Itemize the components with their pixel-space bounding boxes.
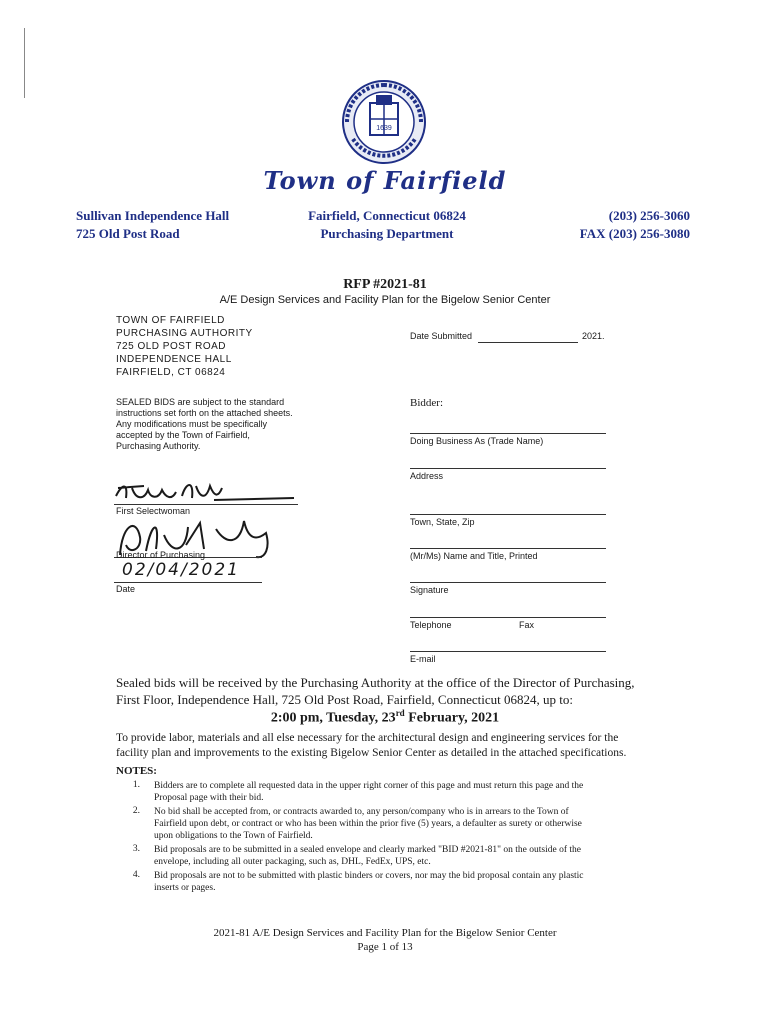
address-line: INDEPENDENCE HALL: [116, 354, 232, 365]
authority-address: [116, 314, 253, 379]
note-number: 4.: [132, 870, 140, 880]
notes-heading: NOTES:: [116, 765, 157, 777]
address-line: FAIRFIELD, CT 06824: [116, 367, 226, 378]
telephone-label: Telephone: [410, 620, 452, 630]
address-line: PURCHASING AUTHORITY: [116, 328, 253, 339]
signature-label: Signature: [410, 585, 449, 595]
header-street: 725 Old Post Road: [76, 226, 180, 241]
town-title: Town of Fairfield: [263, 166, 507, 195]
purpose-line: facility plan and improvements to the existing Bigelow Senior Center as detailed in the attached specifications.: [116, 747, 627, 759]
signature-line: [114, 504, 298, 505]
sealed-bids-note: [116, 397, 296, 452]
page-footer: [0, 926, 770, 954]
note-line: Bidders are to complete all requested data in the upper right corner of this page and must return this page and the: [154, 781, 584, 791]
svg-text:1639: 1639: [376, 125, 392, 132]
note-line: instructions set forth on the attached sheets.: [116, 408, 293, 418]
telephone-fax-field[interactable]: [410, 651, 606, 652]
date-submitted-year: 2021.: [582, 331, 605, 341]
note-text: [154, 844, 664, 868]
note-line: Purchasing Authority.: [116, 441, 201, 451]
address-line: 725 OLD POST ROAD: [116, 341, 227, 352]
note-line: SEALED BIDS are subject to the standard: [116, 397, 285, 407]
first-selectwoman-label: First Selectwoman: [116, 506, 191, 516]
note-number: 1.: [132, 780, 140, 790]
printed-name-label: (Mr/Ms) Name and Title, Printed: [410, 551, 538, 561]
note-line: Any modifications must be specifically: [116, 419, 268, 429]
rfp-number: RFP #2021-81: [343, 277, 427, 292]
note-number: 3.: [132, 844, 140, 854]
date-label: Date: [116, 584, 136, 594]
director-label: Director of Purchasing: [116, 550, 206, 560]
intro-paragraph: [116, 674, 656, 708]
page-number: Page 1 of 13: [357, 941, 413, 953]
note-text: [154, 780, 664, 804]
address-label: Address: [410, 471, 444, 481]
note-line: inserts or pages.: [154, 883, 216, 893]
town-seal-icon: [341, 79, 427, 165]
note-line: upon obligations to the Town of Fairfield.: [154, 831, 313, 841]
town-state-zip-label: Town, State, Zip: [410, 517, 475, 527]
note-line: Bid proposals are not to be submitted with plastic binders or covers, nor may the bid proposal contain any plastic: [154, 871, 584, 881]
bidder-label: Bidder:: [410, 397, 443, 409]
note-item: [126, 870, 664, 894]
note-text: [154, 870, 664, 894]
date-submitted-label: Date Submitted: [410, 331, 473, 341]
note-line: accepted by the Town of Fairfield,: [116, 430, 250, 440]
dba-field[interactable]: [410, 468, 606, 469]
header-department: Purchasing Department: [320, 226, 454, 241]
note-line: No bid shall be accepted from, or contracts awarded to, any person/company who is in arrears to the Town of: [154, 807, 569, 817]
rfp-subtitle: A/E Design Services and Facility Plan for the Bigelow Senior Center: [219, 294, 551, 306]
purpose-paragraph: [116, 731, 661, 761]
printed-name-field[interactable]: [410, 582, 606, 583]
deadline-time: 2:00 pm, Tuesday, 23: [270, 710, 396, 726]
header-address-middle: [292, 207, 482, 243]
address-field[interactable]: [410, 514, 606, 515]
header-phone: (203) 256-3060: [608, 208, 690, 223]
fax-label: Fax: [519, 620, 535, 630]
note-line: Bid proposals are to be submitted in a sealed envelope and clearly marked "BID #2021-81" on the outside of the: [154, 845, 581, 855]
header-fax: FAX (203) 256-3080: [579, 226, 690, 241]
date-line: [114, 582, 262, 583]
email-label: E-mail: [410, 654, 436, 664]
header-hall-name: Sullivan Independence Hall: [76, 208, 230, 223]
note-number: 2.: [132, 806, 140, 816]
notes-list: [126, 780, 664, 894]
note-text: [154, 806, 664, 842]
footer-title: 2021-81 A/E Design Services and Facility Plan for the Bigelow Senior Center: [213, 927, 557, 939]
note-item: [126, 844, 664, 868]
intro-line: Sealed bids will be received by the Purchasing Authority at the office of the Director of Purchasing,: [116, 675, 635, 690]
note-line: envelope, including all outer packaging, such as, DHL, FedEx, UPS, etc.: [154, 857, 431, 867]
deadline-suffix: rd: [395, 708, 405, 718]
signature-field[interactable]: [410, 617, 606, 618]
dba-label: Doing Business As (Trade Name): [410, 436, 544, 446]
note-item: [126, 806, 664, 842]
scan-edge-mark: [24, 28, 25, 98]
header-address-left: [76, 207, 229, 243]
note-line: Proposal page with their bid.: [154, 793, 264, 803]
header-city: Fairfield, Connecticut 06824: [308, 208, 466, 223]
bidder-field[interactable]: [410, 433, 606, 434]
deadline-date: February, 2021: [404, 710, 500, 726]
address-line: TOWN OF FAIRFIELD: [116, 315, 225, 326]
intro-line: First Floor, Independence Hall, 725 Old Post Road, Fairfield, Connecticut 06824, up to:: [116, 692, 573, 707]
purpose-line: To provide labor, materials and all else necessary for the architectural design and engineering services for the: [116, 732, 619, 744]
bid-deadline: [0, 708, 770, 727]
note-item: [126, 780, 664, 804]
note-line: Fairfield upon debt, or contract or who has been within the prior five (5) years, a defaulter as surety or otherwise: [154, 819, 582, 829]
date-submitted-field[interactable]: [478, 342, 578, 343]
handwritten-date: 02/04/2021: [122, 560, 240, 580]
town-state-zip-field[interactable]: [410, 548, 606, 549]
header-phone-block: [560, 207, 690, 243]
